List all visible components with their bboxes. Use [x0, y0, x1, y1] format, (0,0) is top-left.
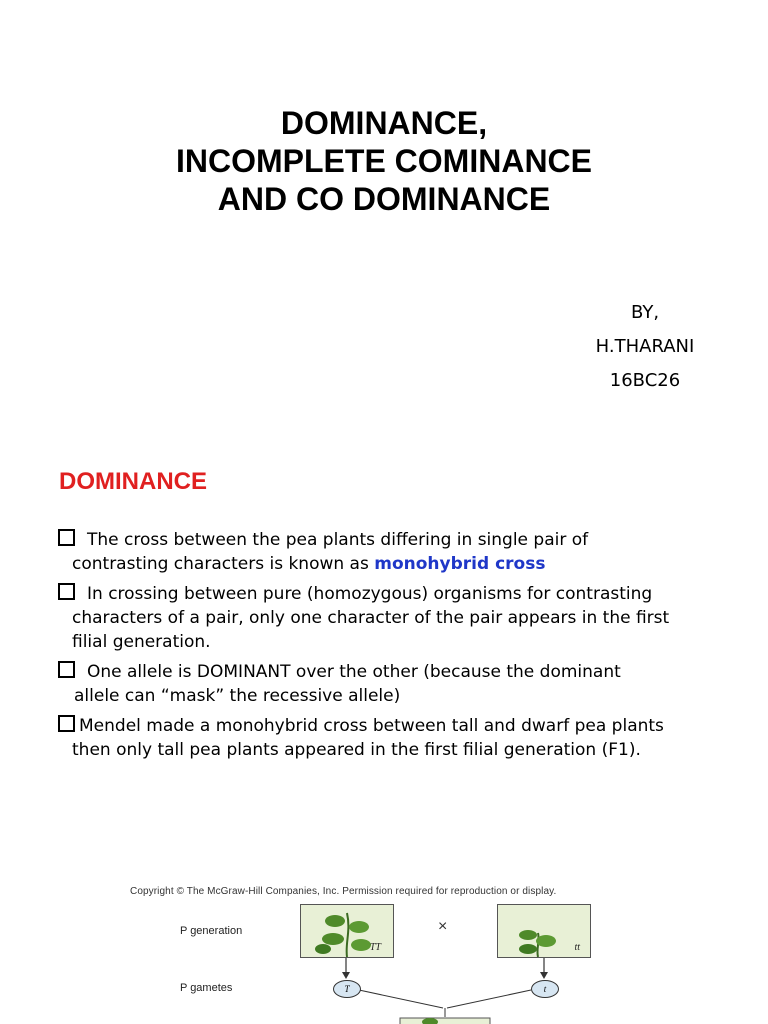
bullet-text: characters of a pair, only one character of the pair appears in the first: [72, 608, 670, 628]
title-line-3: AND CO DOMINANCE: [217, 181, 551, 217]
bullet-text: One allele is DOMINANT over the other (because the dominant: [87, 662, 621, 682]
dwarf-genotype: tt: [574, 942, 580, 953]
figure-copyright: Copyright © The McGraw-Hill Companies, Inc. Permission required for reproduction or display.: [130, 886, 557, 897]
bullet-text: filial generation.: [72, 632, 211, 652]
cross-symbol: ×: [438, 918, 448, 935]
byline-by: BY,: [630, 302, 660, 323]
tall-genotype: TT: [369, 942, 381, 953]
byline-id: 16BC26: [609, 370, 681, 391]
bullet-text: contrasting characters is known as: [72, 554, 375, 574]
highlighted-term: monohybrid cross: [374, 554, 546, 574]
left-gamete: T: [333, 980, 361, 998]
section-title: DOMINANCE: [59, 468, 207, 495]
right-gamete: t: [531, 980, 559, 998]
bullet-text: then only tall pea plants appeared in the first filial generation (F1).: [72, 740, 641, 760]
bullet-text: allele can “mask” the recessive allele): [74, 686, 401, 706]
byline-name: H.THARANI: [595, 336, 695, 357]
bullet-text: The cross between the pea plants differing in single pair of: [87, 530, 589, 550]
bullet-text: Mendel made a monohybrid cross between tall and dwarf pea plants: [79, 716, 664, 736]
title-line-1: DOMINANCE,: [280, 105, 488, 141]
p-generation-label: P generation: [180, 925, 243, 937]
p-gametes-label: P gametes: [180, 982, 233, 994]
title-line-2: INCOMPLETE COMINANCE: [176, 143, 592, 179]
bullet-text: In crossing between pure (homozygous) organisms for contrasting: [87, 584, 653, 604]
